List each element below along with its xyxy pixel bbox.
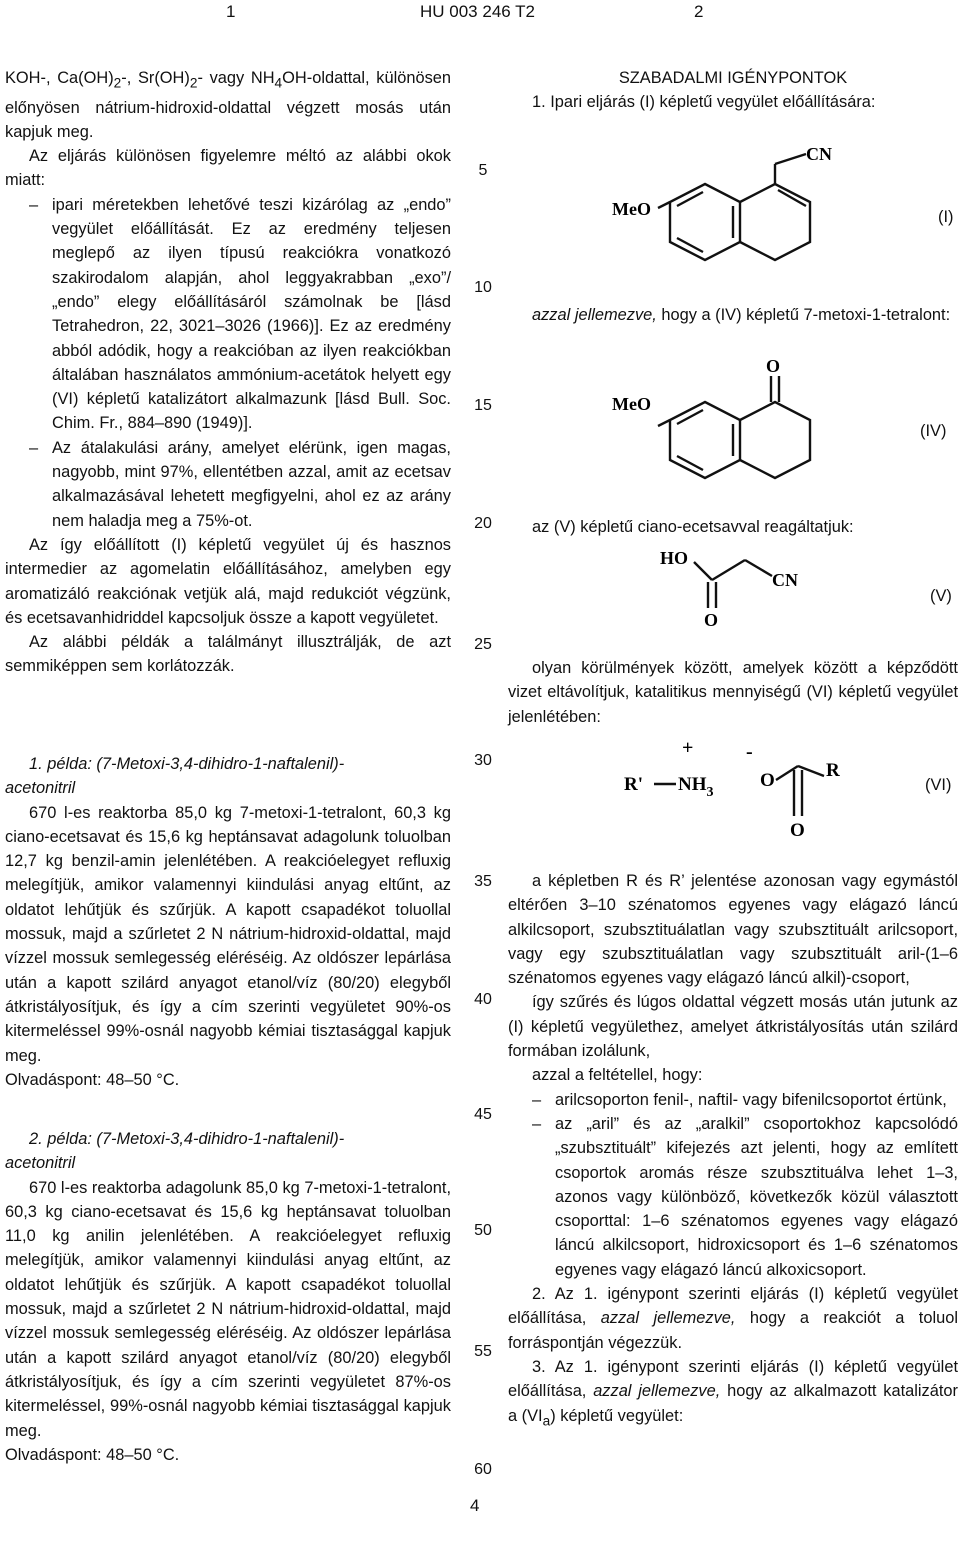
claim-1-r-definition: a képletben R és R’ jelentése azonosan vagy egymástól eltérően 3–10 szénatomos egyenes vagy elágazó láncú alkilcsoport, szubsztituálatlan vagy szubsztituált arilcsoport, vagy egy szubsztituálatlan vagy szubsztituált aril-(1–6 szénatomos egyenes vagy elágazó láncú alkil)-csoport, — [508, 872, 958, 988]
carbonyl-o-label: O — [790, 820, 805, 841]
formula-label-IV: (IV) — [920, 422, 947, 440]
line-number-50: 50 — [474, 1222, 492, 1239]
ketone-o-label: O — [766, 356, 781, 376]
line-number-40: 40 — [474, 991, 492, 1008]
structure-VI — [620, 740, 860, 855]
header-right-page-number: 2 — [694, 2, 704, 21]
claim-1-dash-substituted: – az „aril” és az „aralkil” csoportokhoz kapcsolódó „szubsztituált” kifejezés azt jelenti, hogy az említett csoportok aromás része szubsztituálva lehet 1–3, azonos vagy különböző, következők közül választott csoporttal: 1–6 szénatomos egyenes vagy elágazó láncú alkilcsoport, hidroxicsoport és 1–6 szénatomos egyenes vagy elágazó láncú alkoxicsoport. — [532, 1114, 958, 1279]
r-label: R — [826, 760, 840, 781]
paragraph-intermediate: Az így előállított (I) képletű vegyület új és hasznos intermedier az agomelatin előállításához, amelyben egy aromatizáló reakciónak vetjük alá, majd redukciót végzünk, és ecetsavanhidriddel kapcsoljuk össze a kapott vegyületet. — [5, 535, 451, 627]
claim-1-dash-aryl: – arilcsoporton fenil-, naftil- vagy bifenilcsoportot értünk, — [532, 1090, 947, 1109]
line-number-60: 60 — [474, 1461, 492, 1478]
line-number-20: 20 — [474, 515, 492, 532]
svg-text:NH3 — [678, 774, 714, 800]
example-1-melting-point: Olvadáspont: 48–50 °C. — [5, 1070, 180, 1089]
dash-item-endo: – ipari méretekben lehetővé teszi kizárólag az „endo” vegyület előállítását. Ez az eredmény teljesen meglepő az ilyen típusú reakciókra vonatkozó szakirodalom alapján, ahol leggyakrabban „exo”/„endo” elegy előállításáról számolnak be [lásd Tetrahedron, 22, 3021–3026 (1966)]. Ez az eredmény abból adódik, hogy a reakcióban az ilyen reakciókban általában használatos ammónium-acetátok helyett egy (VI) képletű katalizátort alkalmazunk [lásd Bull. Soc. Chim. Fr., 884–890 (1949)]. — [29, 195, 451, 433]
nh-label: NH — [678, 774, 707, 795]
meo-label: MeO — [612, 199, 651, 219]
nh-subscript: 3 — [706, 785, 714, 800]
line-number-55: 55 — [474, 1343, 492, 1360]
dash-item-conversion: – Az átalakulási arány, amelyet elérünk, igen magas, nagyobb, mint 97%, ellentétben azzal, amit az ecetsav alkalmazásával lehetett megfigyelni, ahol ez az arány nem haladja meg a 75%-ot. — [29, 438, 451, 530]
ho-label: HO — [660, 548, 689, 568]
structure-V — [660, 540, 840, 640]
paragraph-koh: KOH-, $Ca(OH)_2-$, $Sr(OH)_2-$ vagy $NH_4OH$-oldattal, különösen előnyösen nátrium-hidroxid-oldattal végzett mosás után kapjuk meg. — [5, 69, 451, 141]
claim-1-characterized-italic: azzal jellemezve, — [532, 306, 657, 324]
claims-title: SZABADALMI IGÉNYPONTOK — [618, 69, 848, 87]
meo-label-iv: MeO — [612, 394, 651, 414]
line-number-10: 10 — [474, 279, 492, 296]
line-number-25: 25 — [474, 636, 492, 653]
structure-IV — [610, 352, 840, 497]
structure-I — [610, 144, 840, 279]
formula-label-V: (V) — [930, 587, 952, 605]
example-2-body: 670 l-es reaktorba adagolunk 85,0 kg 7-metoxi-1-tetralont, 60,3 kg ciano-ecetsavat és 15,6 kg heptánsavat toluolban 11,0 kg anilin jelenlétében. A reakcióelegyet refluxig melegítjük, amikor valamennyi kiindulási anyag eltűnt, az oldatot lehűtjük és szűrjük. A kapott csapadékot toluollal mossuk, majd a szűrletet 2 N nátrium-hidroxid-oldattal, majd vízzel mossuk semlegesség eléréséig. Az oldószer lepárlása után a kapott szilárd anyagot etanol/víz (80/20) elegyből átkristályosítjuk, és így a cím szerinti vegyületet 87%-os kitermeléssel, 99%-osnál nagyobb kémiai tisztasággal kapjuk meg. — [5, 1178, 451, 1440]
claim-1-conditions: olyan körülmények között, amelyek között a képződött vizet eltávolítjuk, katalitikus mennyiségű (VI) képletű vegyület jelenlétében: — [508, 659, 958, 726]
plus-charge: + — [682, 740, 694, 759]
carboxylate-o-label: O — [760, 770, 775, 791]
example-2-title: 2. példa: (7-Metoxi-3,4-dihidro-1-naftalenil)-acetonitril — [5, 1130, 345, 1173]
claims-heading-block — [508, 66, 958, 115]
formula-label-I: (I) — [938, 208, 954, 226]
example-2-melting-point: Olvadáspont: 48–50 °C. — [5, 1445, 180, 1464]
claim-1-characterized: azzal jellemezve, hogy a (IV) képletű 7-metoxi-1-tetralont: — [532, 306, 951, 324]
cn-label: CN — [806, 144, 832, 164]
claim-3: 3. Az 1. igénypont szerinti eljárás (I) képletű vegyület előállítása, azzal jellemezve, hogy az alkalmazott katalizátor a $(VI_a)$ képletű vegyület: — [508, 1357, 958, 1428]
claim-1-proviso: azzal a feltétellel, hogy: — [532, 1066, 703, 1085]
claim-2: 2. Az 1. igénypont szerinti eljárás (I) képletű vegyület előállítása, azzal jellemezve, hogy a reakciót a toluol forráspontján végezzük. — [508, 1285, 958, 1352]
acid-o-label: O — [704, 610, 719, 630]
document-id: HU 003 246 T2 — [420, 2, 535, 21]
cn-label-v: CN — [772, 570, 798, 590]
r-prime-label: R' — [624, 774, 643, 795]
line-number-30: 30 — [474, 752, 492, 769]
claim-1-definitions — [508, 869, 958, 1433]
claim-1-react: az (V) képletű ciano-ecetsavval reagáltatjuk: — [532, 518, 854, 536]
formula-label-VI: (VI) — [925, 776, 952, 794]
line-number-15: 15 — [474, 397, 492, 414]
minus-charge: - — [746, 741, 753, 763]
example-1-body: 670 l-es reaktorba 85,0 kg 7-metoxi-1-tetralont, 60,3 kg ciano-ecetsavat és 15,6 kg heptánsavat adagolunk toluolban 12,7 kg benzil-amin jelenlétében. A reakcióelegyet refluxig melegítjük, amikor valamennyi kiindulási anyag eltűnt, az oldatot lehűtjük és szűrjük. A kapott csapadékot toluollal mossuk, majd a szűrletet 2 N nátrium-hidroxid-oldattal, majd vízzel mossuk semlegesség eléréséig. Az oldószer lepárlása után a kapott szilárd anyagot etanol/víz (80/20) elegyből átkristályosítjuk, és így a cím szerinti vegyületet 90%-os kitermeléssel 99%-osnál nagyobb kémiai tisztasággal kapjuk meg. — [5, 803, 451, 1065]
line-number-35: 35 — [474, 873, 492, 890]
example-2 — [5, 1127, 451, 1467]
claim-1-intro: 1. Ipari eljárás (I) képletű vegyület előállítására: — [532, 93, 876, 112]
line-number-45: 45 — [474, 1106, 492, 1123]
header-left-page-number: 1 — [226, 2, 236, 21]
left-column — [5, 66, 451, 679]
example-1-title: 1. példa: (7-Metoxi-3,4-dihidro-1-naftalenil)-acetonitril — [5, 755, 345, 798]
claim-1-filtration: így szűrés és lúgos oldattal végzett mosás után jutunk az (I) képletű vegyülethez, amelyet átkristályosítás után szilárd formában izolálunk, — [508, 993, 958, 1061]
example-1 — [5, 752, 451, 1092]
paragraph-examples-intro: Az alábbi példák a találmányt illusztrálják, de azt semmiképpen sem korlátozzák. — [5, 633, 451, 676]
paragraph-reasons: Az eljárás különösen figyelemre méltó az alábbi okok miatt: — [5, 147, 451, 190]
line-number-5: 5 — [478, 162, 488, 179]
footer-page-number: 4 — [470, 1496, 480, 1515]
